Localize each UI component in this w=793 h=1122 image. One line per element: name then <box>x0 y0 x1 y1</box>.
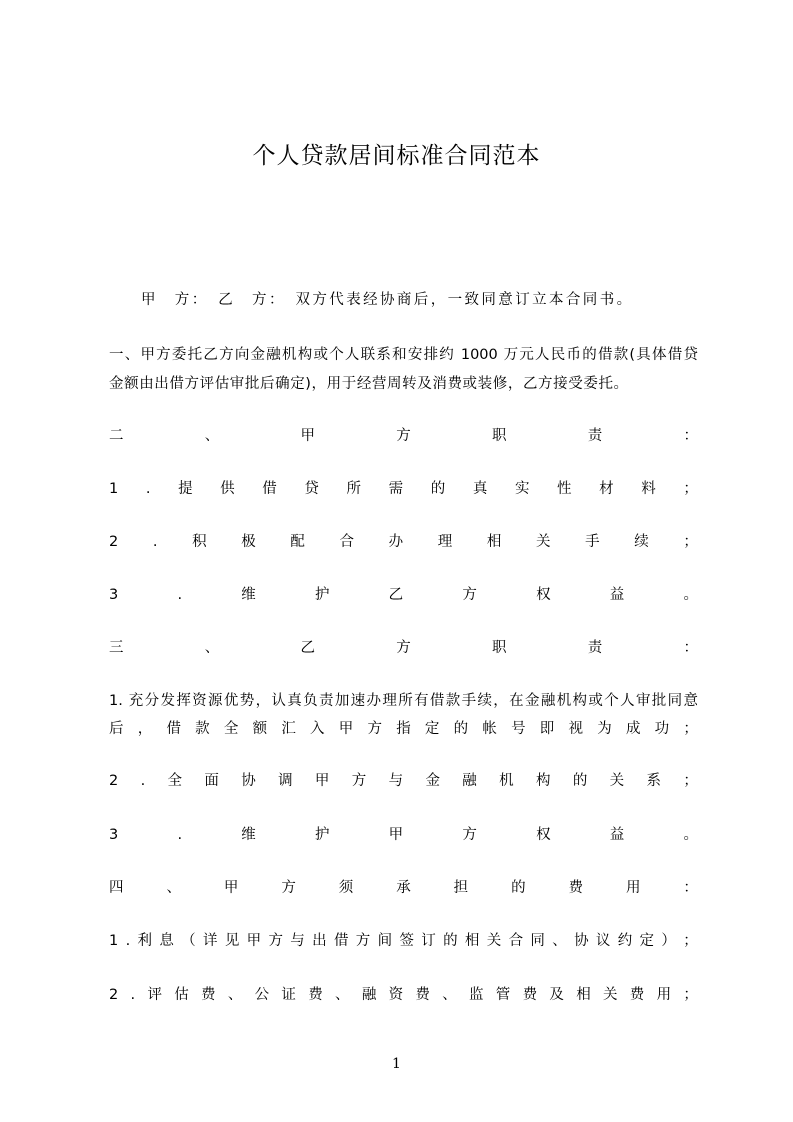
text-glyph: 证 <box>281 987 296 1003</box>
section-2-item-2 <box>109 532 698 552</box>
text-glyph: 责 <box>587 640 603 656</box>
text-glyph: 款 <box>195 721 210 737</box>
text-glyph: 二 <box>109 428 124 444</box>
text-glyph: 护 <box>314 827 330 843</box>
text-glyph: ； <box>683 534 698 550</box>
text-glyph: . <box>130 987 136 1003</box>
text-glyph: 2 <box>109 534 119 550</box>
text-glyph: 构 <box>535 773 551 789</box>
text-glyph: 所 <box>346 481 361 497</box>
text-glyph: 甲 <box>246 933 262 949</box>
text-glyph: 管 <box>495 987 511 1003</box>
text-glyph: 费 <box>415 987 430 1003</box>
text-glyph: . <box>152 534 158 550</box>
text-glyph: 机 <box>499 773 514 789</box>
text-glyph: 用 <box>625 880 641 896</box>
text-glyph: 见 <box>224 933 240 949</box>
text-glyph: 续 <box>634 534 649 550</box>
text-glyph: 需 <box>388 481 404 497</box>
text-glyph: 关 <box>602 987 618 1003</box>
text-glyph: 材 <box>599 481 614 497</box>
text-glyph: （ <box>181 933 196 949</box>
text-glyph: 全 <box>223 721 239 737</box>
text-glyph: 约 <box>617 933 633 949</box>
text-glyph: ） <box>661 933 676 949</box>
text-glyph: 职 <box>492 640 507 656</box>
section-3-item-3 <box>109 825 698 845</box>
text-glyph: ： <box>683 640 698 656</box>
text-glyph: 调 <box>278 773 293 789</box>
intro-line: 甲 方： 乙 方： 双方代表经协商后，一致同意订立本合同书。 <box>141 292 634 308</box>
text-glyph: 汇 <box>281 721 296 737</box>
section-3-item-1-line-1: 1. 充分发挥资源优势，认真负责加速办理所有借款手续，在金融机构或个人审批同意 <box>109 693 698 709</box>
text-glyph: 职 <box>492 428 507 444</box>
text-glyph: 3 <box>109 587 119 603</box>
text-glyph: 详 <box>202 933 218 949</box>
text-glyph: 权 <box>536 827 551 843</box>
text-glyph: 承 <box>396 880 411 896</box>
section-1-line-1: 一、甲方委托乙方向金融机构或个人联系和安排约 1000 万元人民币的借款(具体借贷 <box>109 347 698 363</box>
text-glyph: 利 <box>137 933 152 949</box>
text-glyph: 维 <box>241 827 256 843</box>
text-glyph: 用 <box>656 987 672 1003</box>
text-glyph: 、 <box>227 987 243 1003</box>
text-glyph: 相 <box>486 534 502 550</box>
section-1-line-2: 金额由出借方评估审批后确定)，用于经营周转及消费或装修，乙方接受委托。 <box>109 376 629 392</box>
text-glyph: 、 <box>552 933 567 949</box>
text-glyph: 视 <box>568 721 583 737</box>
text-glyph: 融 <box>361 987 377 1003</box>
text-glyph: 订 <box>421 933 436 949</box>
text-glyph: 积 <box>192 534 207 550</box>
text-glyph: 性 <box>557 481 572 497</box>
text-glyph: 功 <box>654 721 670 737</box>
text-glyph: 甲 <box>300 428 315 444</box>
section-3-heading <box>109 638 698 658</box>
text-glyph: 议 <box>595 933 611 949</box>
text-glyph: 的 <box>453 721 469 737</box>
text-glyph: ； <box>683 721 698 737</box>
text-glyph: 1 <box>109 933 119 949</box>
text-glyph: 指 <box>396 721 411 737</box>
text-glyph: 、 <box>204 640 220 656</box>
text-glyph: 资 <box>388 987 404 1003</box>
text-glyph: 的 <box>572 773 588 789</box>
text-glyph: ； <box>683 773 698 789</box>
text-glyph: 料 <box>641 481 656 497</box>
text-glyph: 关 <box>486 933 502 949</box>
text-glyph: 借 <box>262 481 277 497</box>
text-glyph: 关 <box>535 534 551 550</box>
text-glyph: 方 <box>367 721 382 737</box>
text-glyph: 即 <box>539 721 555 737</box>
text-glyph: 费 <box>522 987 538 1003</box>
text-glyph: 帐 <box>482 721 497 737</box>
text-glyph: 方 <box>281 880 296 896</box>
text-glyph: 公 <box>254 987 270 1003</box>
text-glyph: 。 <box>683 827 698 843</box>
text-glyph: 及 <box>549 987 564 1003</box>
text-glyph: 方 <box>268 933 283 949</box>
text-glyph: 、 <box>442 987 457 1003</box>
text-glyph: 系 <box>646 773 661 789</box>
text-glyph: 方 <box>396 640 411 656</box>
text-glyph: 的 <box>511 880 526 896</box>
text-glyph: 协 <box>241 773 256 789</box>
text-glyph: 同 <box>530 933 545 949</box>
text-glyph: 全 <box>167 773 183 789</box>
text-glyph: ： <box>683 428 698 444</box>
text-glyph: 与 <box>388 773 404 789</box>
text-glyph: 维 <box>241 587 256 603</box>
text-glyph: 办 <box>388 534 404 550</box>
text-glyph: 监 <box>469 987 484 1003</box>
section-2-item-1 <box>109 479 698 499</box>
text-glyph: 方 <box>396 428 411 444</box>
text-glyph: 为 <box>597 721 612 737</box>
section-2-item-3 <box>109 585 698 605</box>
text-glyph: 须 <box>338 880 354 896</box>
text-glyph: 号 <box>511 721 526 737</box>
text-glyph: 配 <box>290 534 305 550</box>
text-glyph: 费 <box>568 880 583 896</box>
text-glyph: 甲 <box>314 773 330 789</box>
text-glyph: 1 <box>109 481 119 497</box>
text-glyph: 方 <box>462 587 477 603</box>
text-glyph: 极 <box>241 534 256 550</box>
text-glyph: 真 <box>472 481 488 497</box>
section-3-item-1 <box>109 687 698 716</box>
text-glyph: 护 <box>314 587 330 603</box>
text-glyph: 三 <box>109 640 124 656</box>
text-glyph: 融 <box>462 773 477 789</box>
section-1-paragraph <box>109 341 698 399</box>
text-glyph: 定 <box>639 933 655 949</box>
text-glyph: 费 <box>201 987 216 1003</box>
text-glyph: 额 <box>252 721 268 737</box>
text-glyph: 与 <box>290 933 305 949</box>
page-number: 1 <box>392 1056 401 1072</box>
text-glyph: 、 <box>335 987 350 1003</box>
text-glyph: 估 <box>174 987 189 1003</box>
text-glyph: 甲 <box>223 880 239 896</box>
text-glyph: 手 <box>585 534 600 550</box>
text-glyph: 间 <box>377 933 393 949</box>
section-2-heading <box>109 426 698 446</box>
text-glyph: 面 <box>204 773 219 789</box>
text-glyph: 出 <box>312 933 327 949</box>
text-glyph: 乙 <box>300 640 315 656</box>
text-glyph: 2 <box>109 773 119 789</box>
text-glyph: 成 <box>625 721 641 737</box>
text-glyph: 2 <box>109 987 119 1003</box>
text-glyph: 合 <box>508 933 524 949</box>
text-glyph: 借 <box>333 933 349 949</box>
text-glyph: ， <box>137 721 153 737</box>
text-glyph: 、 <box>166 880 181 896</box>
text-glyph: 关 <box>609 773 625 789</box>
text-glyph: 权 <box>536 587 551 603</box>
text-glyph: 协 <box>574 933 589 949</box>
text-glyph: 实 <box>514 481 530 497</box>
text-glyph: . <box>145 481 151 497</box>
text-glyph: ； <box>683 987 698 1003</box>
text-glyph: 相 <box>576 987 591 1003</box>
text-glyph: ； <box>683 933 698 949</box>
text-glyph: 贷 <box>304 481 319 497</box>
text-glyph: 入 <box>310 721 325 737</box>
text-glyph: 费 <box>629 987 645 1003</box>
text-glyph: 责 <box>587 428 603 444</box>
text-glyph: 金 <box>425 773 440 789</box>
text-glyph: 定 <box>424 721 440 737</box>
text-glyph: 的 <box>430 481 446 497</box>
document-title: 个人贷款居间标准合同范本 <box>252 143 541 169</box>
text-glyph: . <box>125 933 131 949</box>
text-glyph: 费 <box>308 987 323 1003</box>
text-glyph: 益 <box>609 827 625 843</box>
text-glyph: 评 <box>147 987 162 1003</box>
text-glyph: 担 <box>453 880 469 896</box>
text-glyph: 息 <box>159 933 174 949</box>
text-glyph: . <box>177 587 183 603</box>
section-3-item-1-line-2 <box>109 719 698 739</box>
section-4-item-2 <box>109 985 698 1005</box>
text-glyph: ： <box>683 880 698 896</box>
text-glyph: 提 <box>178 481 193 497</box>
text-glyph: 签 <box>399 933 414 949</box>
text-glyph: 后 <box>109 721 124 737</box>
text-glyph: 方 <box>355 933 371 949</box>
text-glyph: 、 <box>204 428 220 444</box>
text-glyph: . <box>140 773 146 789</box>
text-glyph: 。 <box>683 587 698 603</box>
section-3-item-2 <box>109 771 698 791</box>
text-glyph: 甲 <box>388 827 404 843</box>
section-4-heading <box>109 878 698 898</box>
text-glyph: . <box>177 827 183 843</box>
text-glyph: 理 <box>437 534 453 550</box>
text-glyph: 的 <box>443 933 458 949</box>
text-glyph: 益 <box>609 587 625 603</box>
text-glyph: 借 <box>166 721 181 737</box>
text-glyph: 合 <box>339 534 354 550</box>
text-glyph: ； <box>683 481 698 497</box>
text-glyph: 甲 <box>338 721 354 737</box>
text-glyph: 供 <box>220 481 235 497</box>
text-glyph: 方 <box>351 773 367 789</box>
text-glyph: 乙 <box>388 587 404 603</box>
text-glyph: 3 <box>109 827 119 843</box>
text-glyph: 方 <box>462 827 477 843</box>
text-glyph: 相 <box>464 933 480 949</box>
text-glyph: 四 <box>109 880 124 896</box>
section-4-item-1 <box>109 931 698 951</box>
